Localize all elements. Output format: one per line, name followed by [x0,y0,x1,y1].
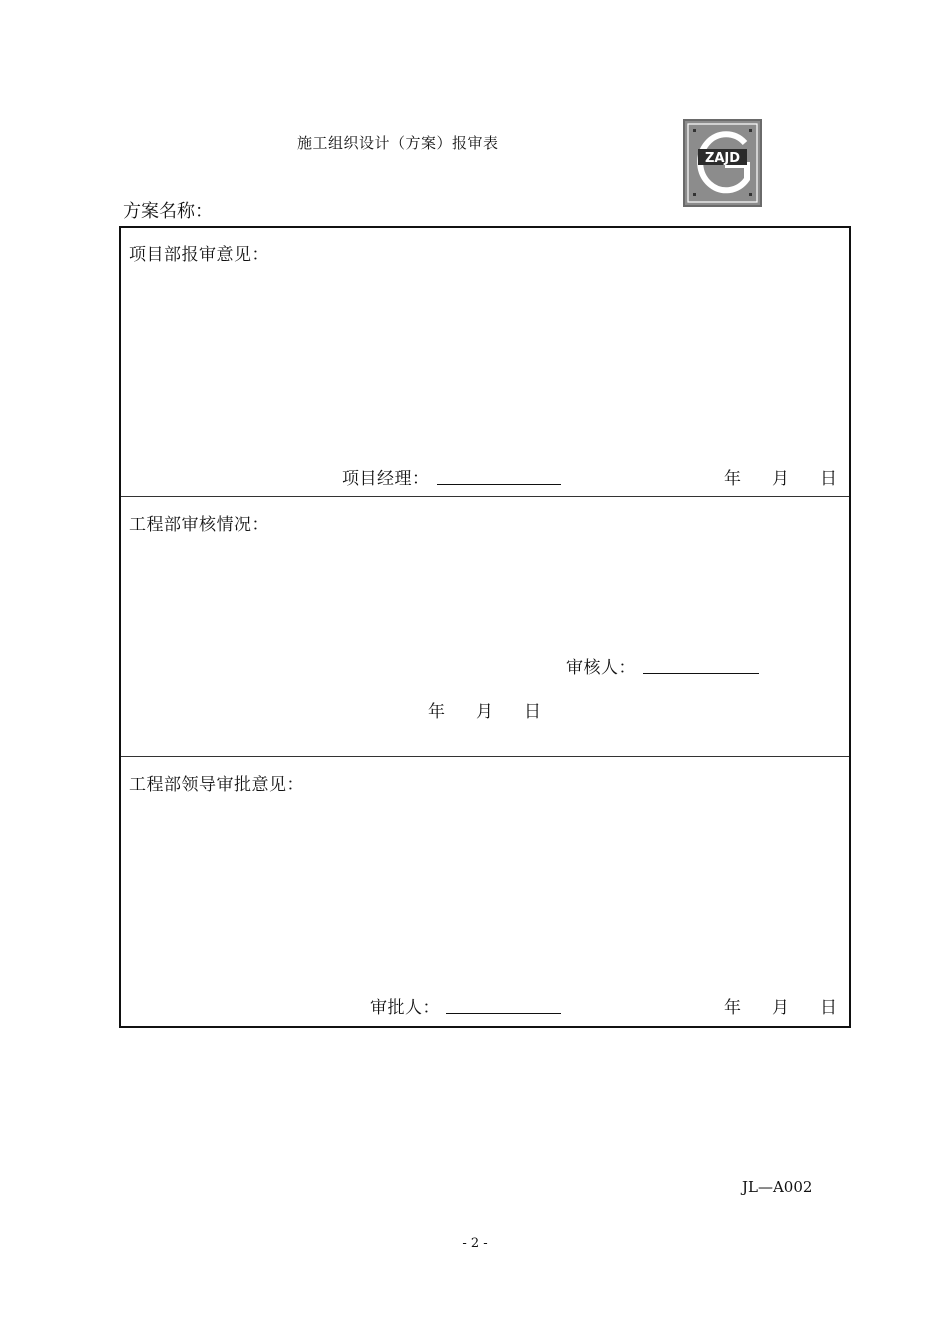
date-day: 日 [524,702,541,722]
zajd-logo-icon [683,119,762,207]
approver-signature-line[interactable] [446,1013,561,1014]
form-table [119,226,851,1028]
auditor-label: 审核人： [566,658,636,678]
section-date [428,697,543,722]
document-code: JL—A002 [742,1178,813,1196]
section-heading-leader-approval: 工程部领导审批意见： [129,775,304,795]
form-title: 施工组织设计（方案）报审表 [297,134,499,152]
date-year: 年 [724,998,741,1018]
date-day: 日 [820,998,837,1018]
section-date [724,993,839,1018]
section-heading-project-review: 项目部报审意见： [129,245,269,265]
logo-graphic [685,121,760,205]
logo-text: ZAJD [704,151,741,166]
section-divider [121,496,849,497]
section-date [724,464,839,489]
date-day: 日 [820,469,837,489]
date-year: 年 [724,469,741,489]
date-month: 月 [772,469,789,489]
auditor-signature-line[interactable] [643,673,759,674]
plan-name-label: 方案名称： [123,201,213,222]
date-month: 月 [772,998,789,1018]
page-number: - 2 - [462,1236,488,1251]
date-month: 月 [476,702,493,722]
project-manager-label: 项目经理： [342,469,430,489]
project-manager-signature-line[interactable] [437,484,561,485]
section-divider [121,756,849,757]
section-heading-engineering-audit: 工程部审核情况： [129,515,269,535]
approver-label: 审批人： [370,998,440,1018]
date-year: 年 [428,702,445,722]
